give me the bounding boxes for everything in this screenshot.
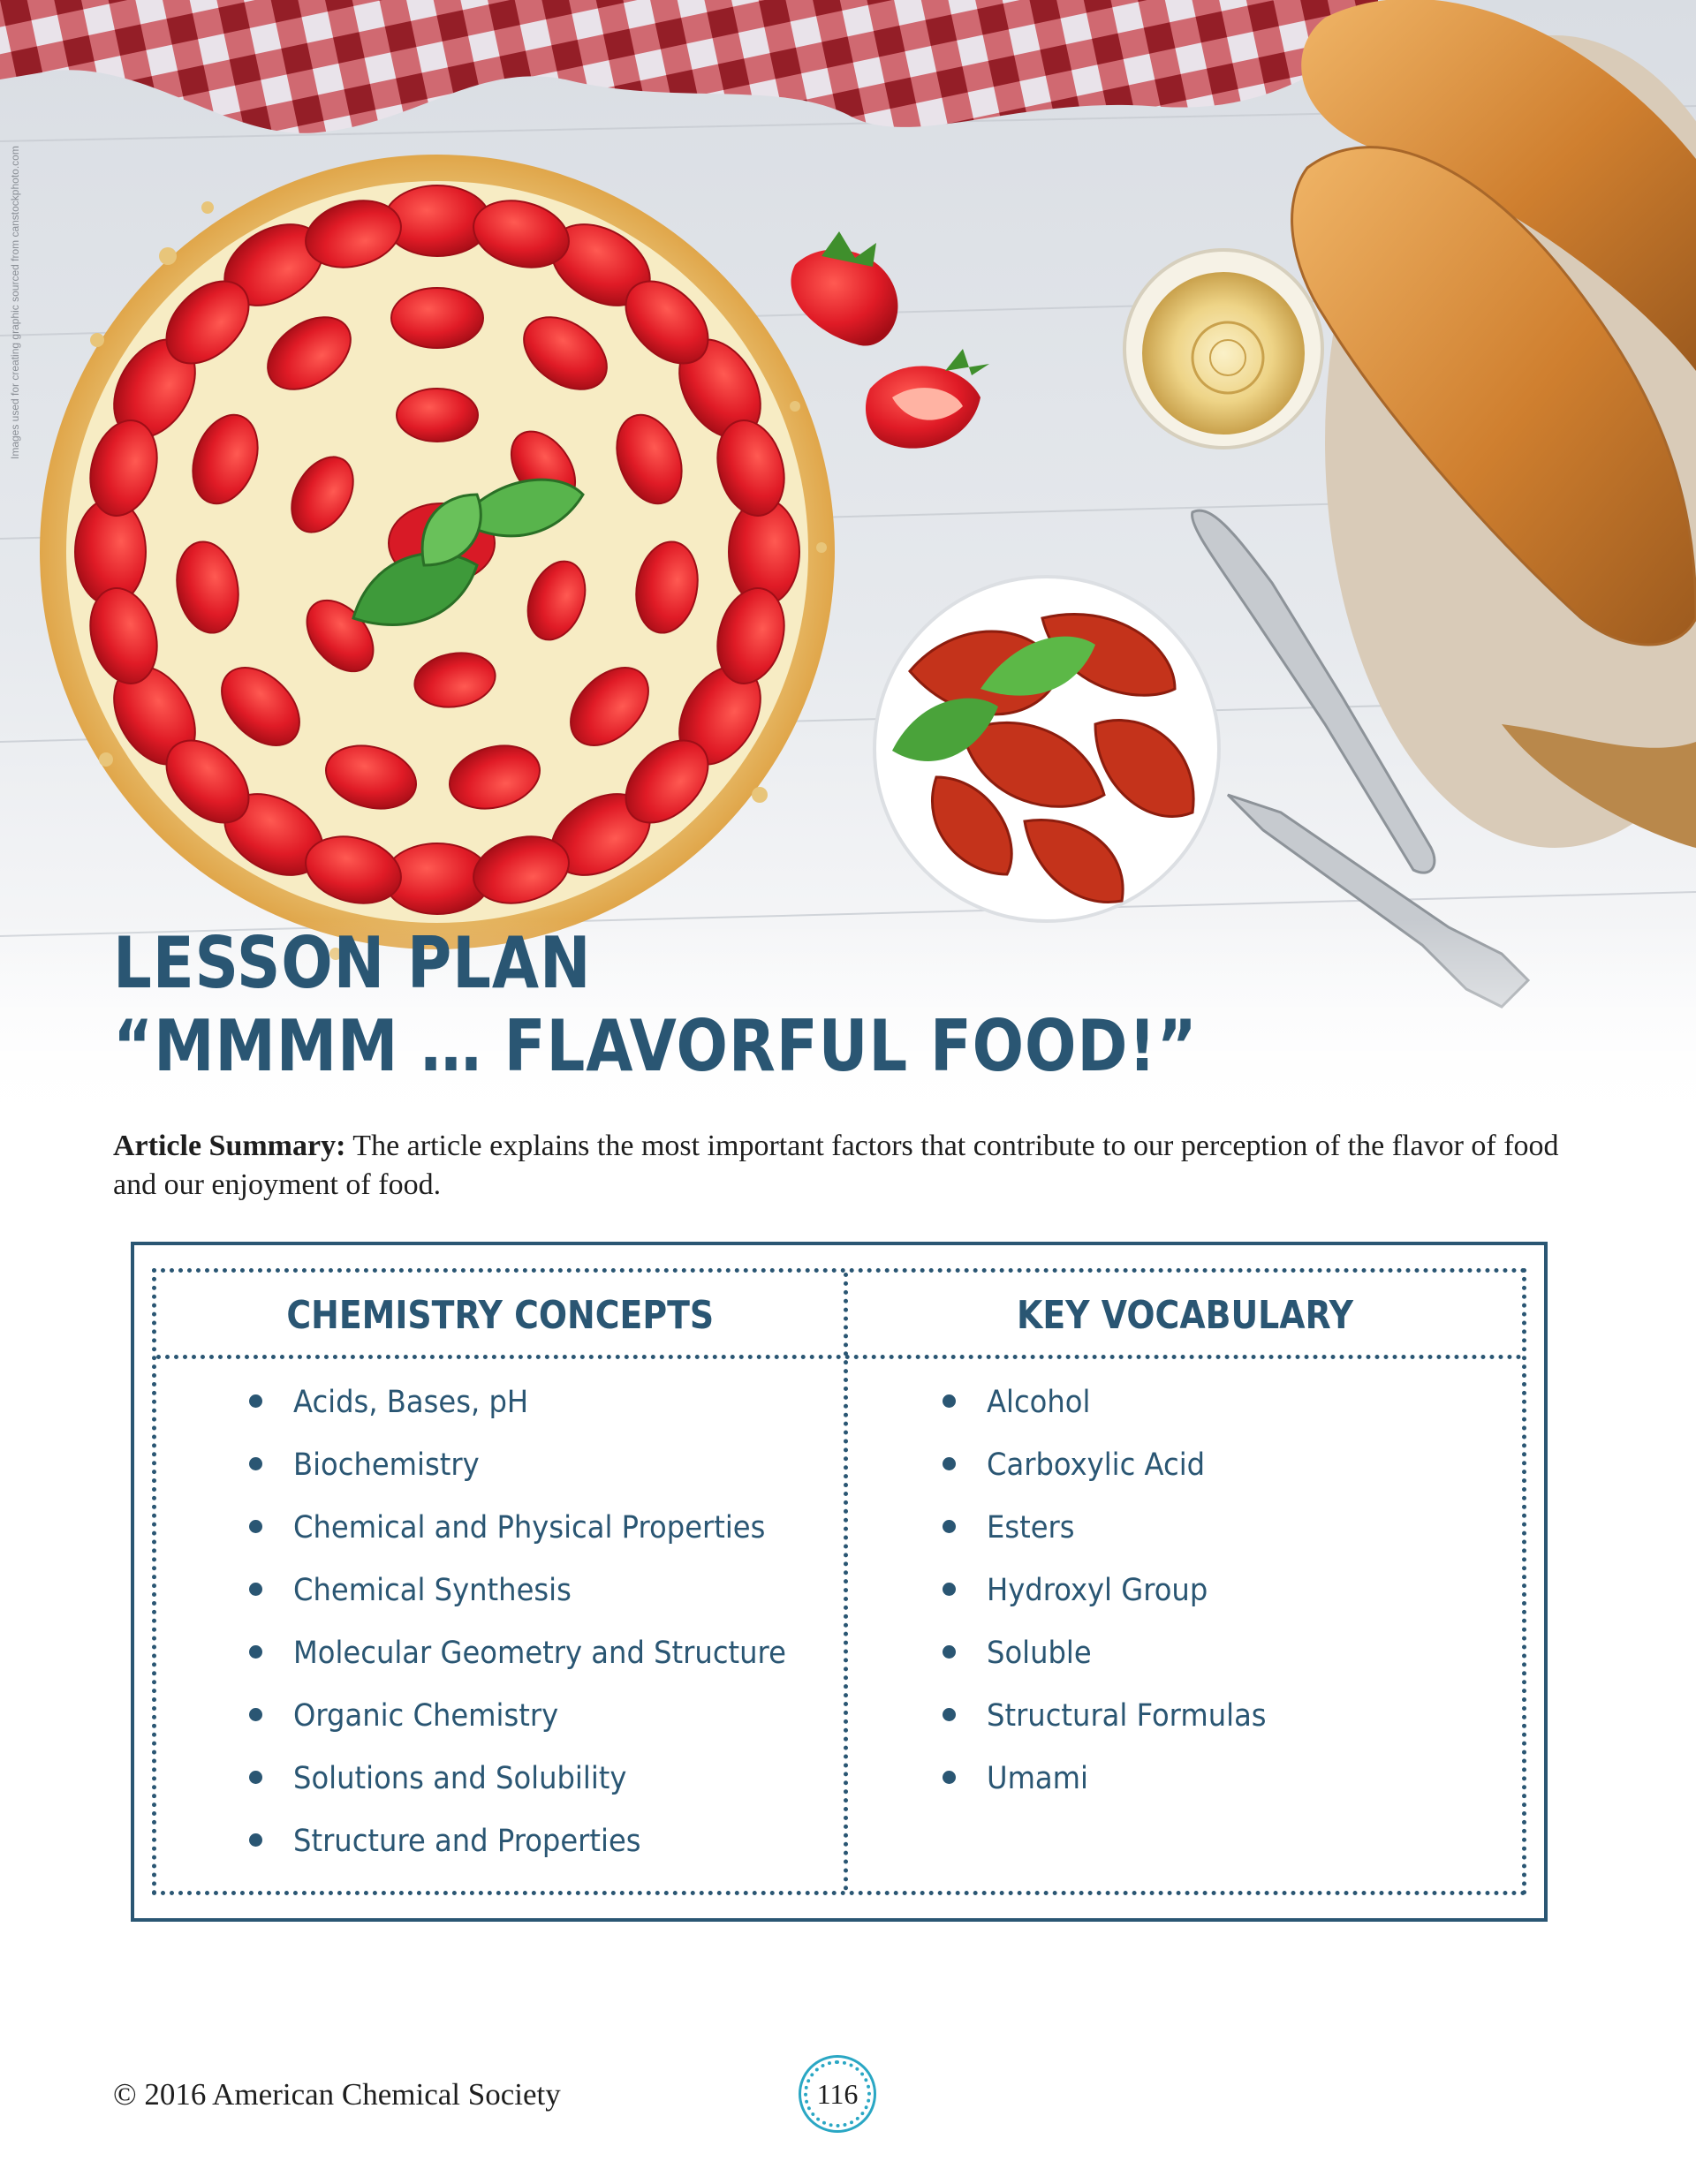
halved-strawberry xyxy=(866,349,989,449)
concepts-vocabulary-table xyxy=(131,1242,1548,1922)
chemistry-concepts-heading: CHEMISTRY CONCEPTS xyxy=(286,1293,714,1338)
bullet-icon xyxy=(249,1457,262,1470)
checkered-cloth xyxy=(0,0,1378,133)
dotted-frame xyxy=(152,1268,1526,1895)
list-item: Chemical Synthesis xyxy=(249,1572,829,1635)
lesson-title xyxy=(113,923,1615,1089)
bullet-icon xyxy=(249,1645,262,1659)
header-divider xyxy=(156,1355,1522,1359)
bullet-icon xyxy=(249,1833,262,1847)
bullet-icon xyxy=(249,1394,262,1408)
bullet-icon xyxy=(943,1708,956,1721)
list-item: Umami xyxy=(943,1760,1291,1823)
list-item: Carboxylic Acid xyxy=(943,1447,1291,1509)
title-line-1: LESSON PLAN xyxy=(113,922,592,1004)
image-credit: Images used for creating graphic sourced from canstockphoto.com xyxy=(9,146,21,459)
list-item: Alcohol xyxy=(943,1384,1291,1447)
article-summary xyxy=(113,1127,1562,1205)
list-item: Structure and Properties xyxy=(249,1823,829,1885)
summary-text: The article explains the most important factors that contribute to our perception of the flavor of food and our enjoyment of food. xyxy=(113,1130,1559,1201)
list-item: Acids, Bases, pH xyxy=(249,1384,829,1447)
page-number: 116 xyxy=(804,2060,871,2127)
summary-label: Article Summary: xyxy=(113,1130,346,1162)
bullet-icon xyxy=(249,1520,262,1533)
list-item: Chemical and Physical Properties xyxy=(249,1509,829,1572)
bullet-icon xyxy=(249,1771,262,1784)
list-item: Structural Formulas xyxy=(943,1697,1291,1760)
key-vocabulary-heading: KEY VOCABULARY xyxy=(1016,1293,1354,1338)
list-item: Organic Chemistry xyxy=(249,1697,829,1760)
chemistry-concepts-list xyxy=(249,1384,829,1885)
bullet-icon xyxy=(943,1520,956,1533)
whole-strawberry xyxy=(791,231,897,346)
list-item: Soluble xyxy=(943,1635,1291,1697)
copyright-notice: © 2016 American Chemical Society xyxy=(113,2077,561,2112)
list-item: Solutions and Solubility xyxy=(249,1760,829,1823)
bullet-icon xyxy=(249,1583,262,1596)
list-item: Molecular Geometry and Structure xyxy=(249,1635,829,1697)
bullet-icon xyxy=(249,1708,262,1721)
list-item: Biochemistry xyxy=(249,1447,829,1509)
list-item: Esters xyxy=(943,1509,1291,1572)
bullet-icon xyxy=(943,1771,956,1784)
bullet-icon xyxy=(943,1457,956,1470)
strawberry-tart xyxy=(40,155,835,949)
bullet-icon xyxy=(943,1645,956,1659)
title-line-2: “MMMM … FLAVORFUL FOOD!” xyxy=(113,1005,1198,1087)
key-vocabulary-list xyxy=(943,1384,1291,1823)
list-item: Hydroxyl Group xyxy=(943,1572,1291,1635)
bullet-icon xyxy=(943,1583,956,1596)
bullet-icon xyxy=(943,1394,956,1408)
column-divider xyxy=(844,1273,848,1891)
